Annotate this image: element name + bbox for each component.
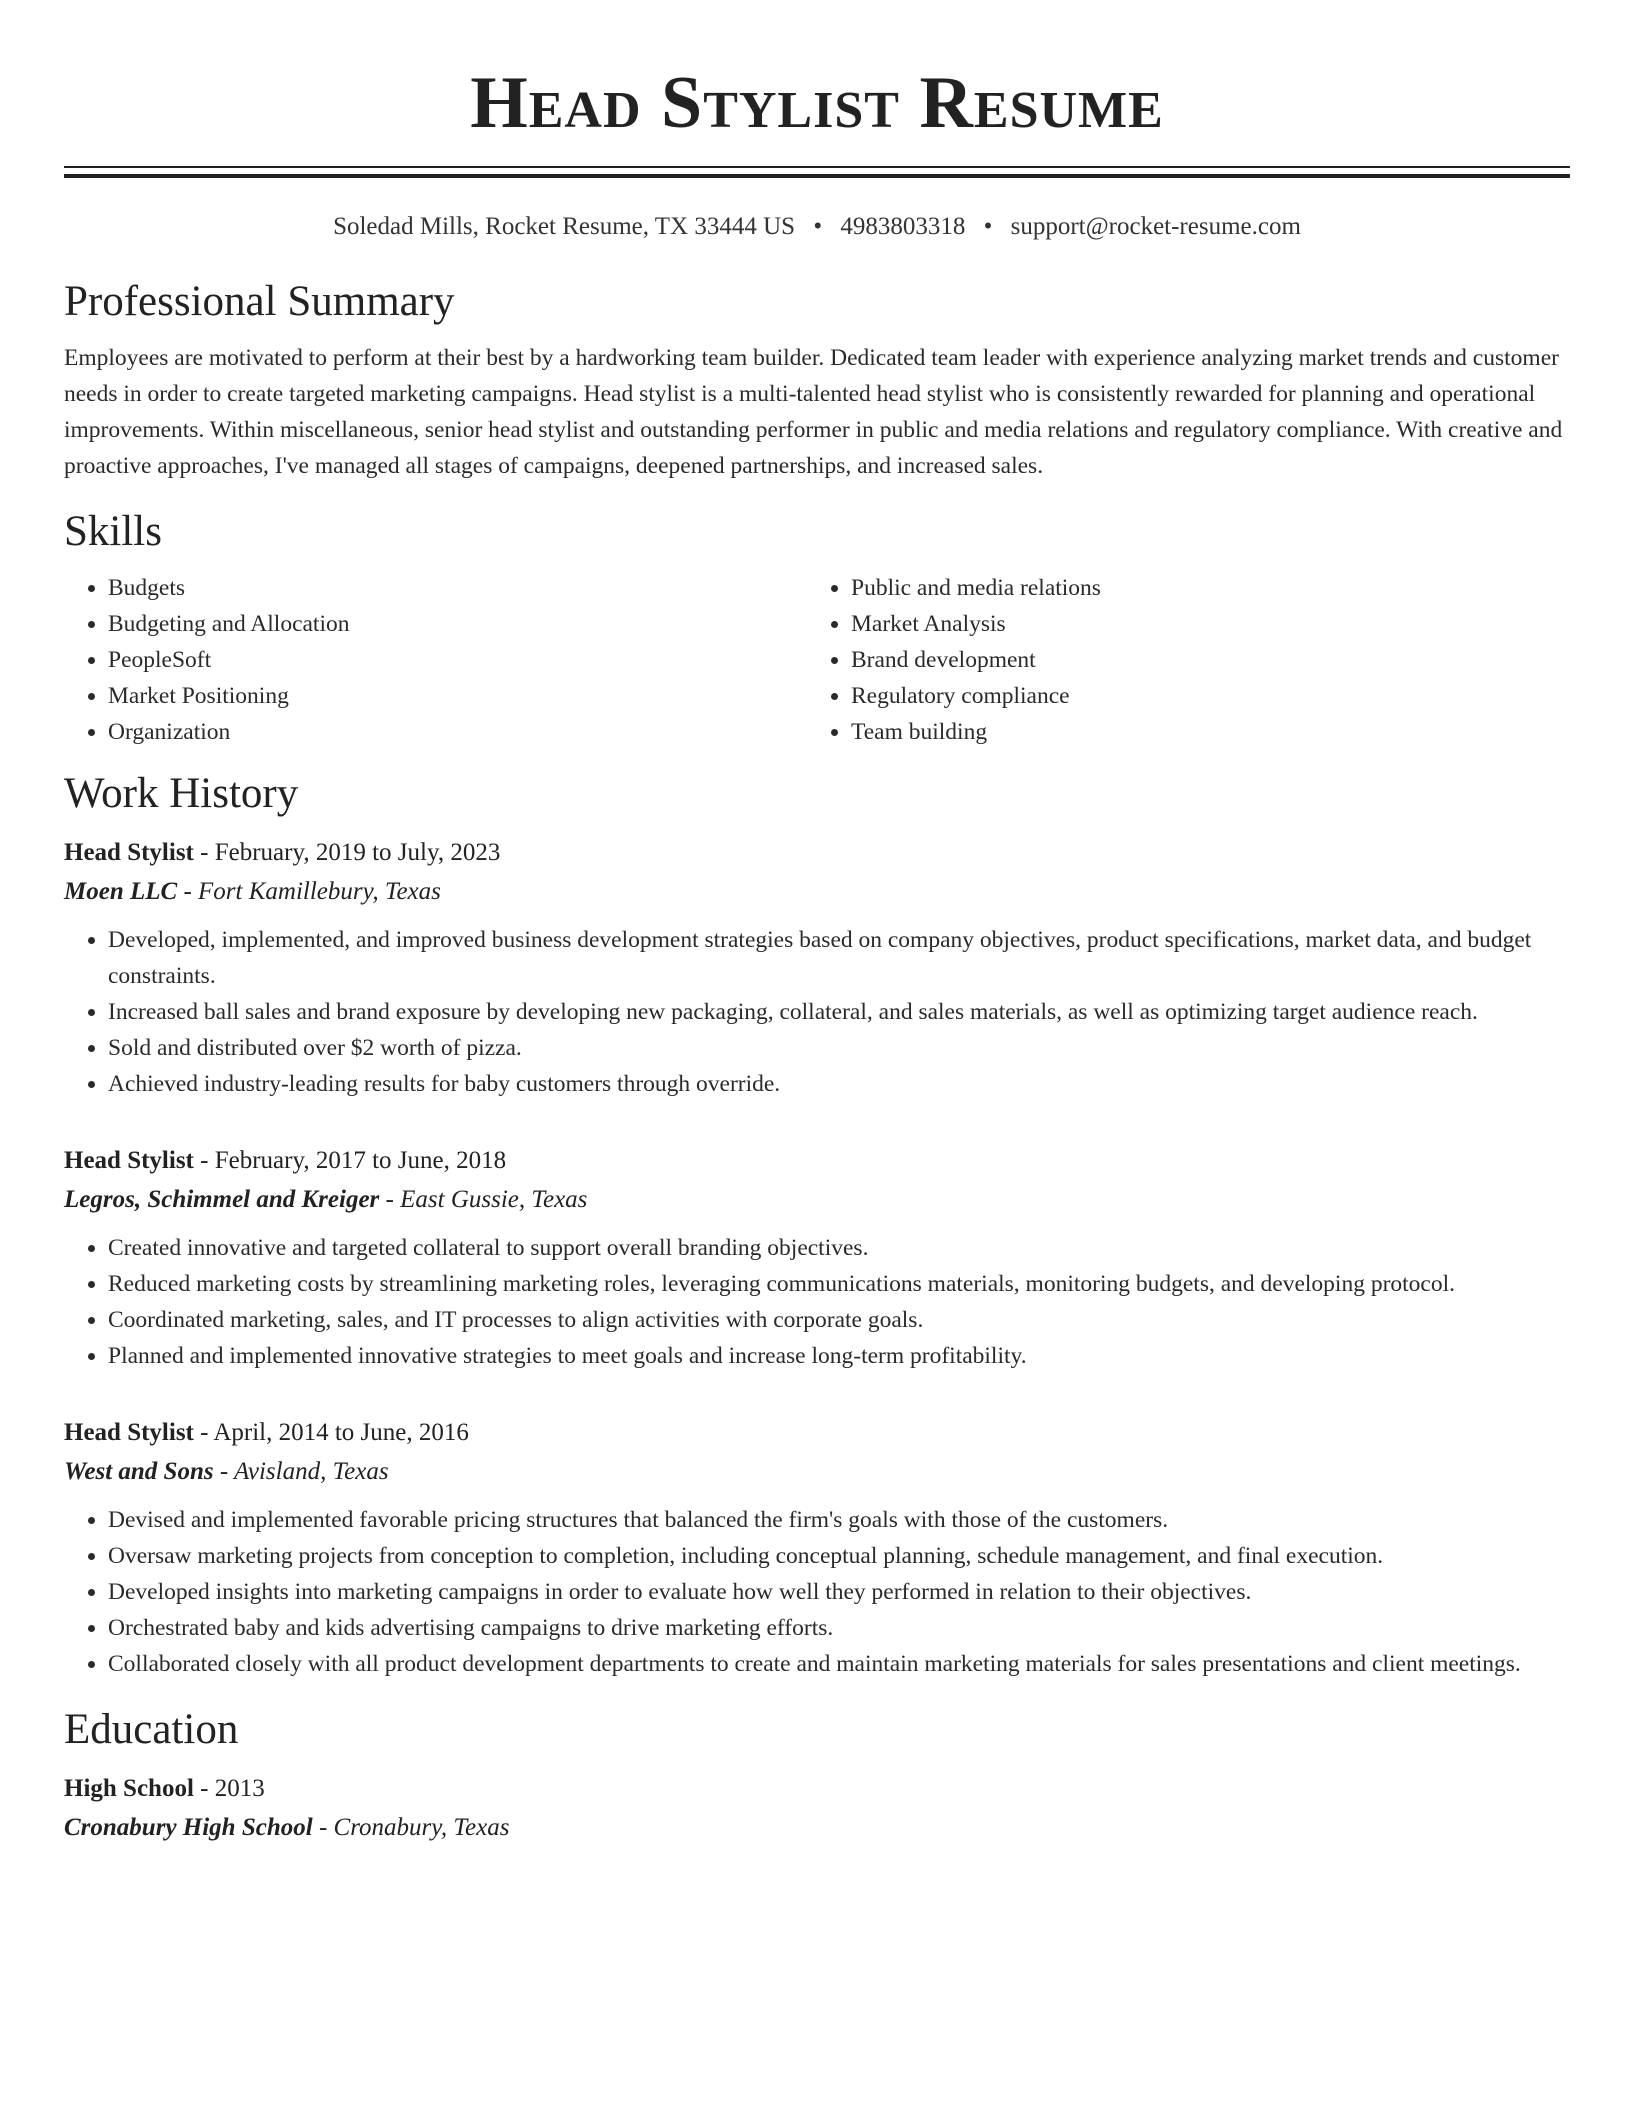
duty-item: • Developed insights into marketing campaigns in order to evaluate how well they performed in relation to their objectives. xyxy=(108,1574,1570,1610)
education-heading: Education xyxy=(64,1706,239,1753)
job-dates: - February, 2017 to June, 2018 xyxy=(193,1147,507,1174)
duty-item: • Collaborated closely with all product development departments to create and maintain marketing materials for sales presentations and client meetings. xyxy=(108,1646,1570,1682)
job-title: Head Stylist xyxy=(64,1419,194,1446)
resume-page xyxy=(64,0,1570,1848)
summary-text: Employees are motivated to perform at their best by a hardworking team builder. Dedicated team leader with experience analyzing market trends and customer needs in order to create targeted marketing campaigns. Head stylist is a multi-talented head stylist who is consistently rewarded for planning and operational improvements. Within miscellaneous, senior head stylist and outstanding performer in public and media relations and regulatory compliance. With creative and proactive approaches, I've managed all stages of campaigns, deepened partnerships, and increased sales. xyxy=(64,345,1563,479)
skill-item: • Organization xyxy=(108,714,807,750)
duty-item: • Created innovative and targeted collateral to support overall branding objectives. xyxy=(108,1230,1570,1266)
summary-section xyxy=(64,274,1570,484)
divider-thin-line xyxy=(64,166,1570,168)
job-header xyxy=(64,1142,1570,1180)
job-entry xyxy=(64,1414,1570,1682)
bullet-separator: • xyxy=(983,213,993,240)
duty-item: • Reduced marketing costs by streamlining marketing roles, leveraging communications materials, monitoring budgets, and developing protocol. xyxy=(108,1266,1570,1302)
education-section xyxy=(64,1702,1570,1848)
duty-item: • Developed, implemented, and improved business development strategies based on company objectives, product specifications, market data, and budget constraints. xyxy=(108,922,1570,994)
degree: High School xyxy=(64,1775,194,1802)
duty-item: • Sold and distributed over $2 worth of pizza. xyxy=(108,1030,1570,1066)
job-title: Head Stylist xyxy=(64,1147,194,1174)
skills-heading: Skills xyxy=(64,508,162,555)
resume-title: Head Stylist Resume xyxy=(470,62,1164,144)
duty-item: • Achieved industry-leading results for baby customers through override. xyxy=(108,1066,1570,1102)
education-school xyxy=(64,1808,1570,1848)
job-header xyxy=(64,834,1570,872)
bullet-separator: • xyxy=(813,213,823,240)
skill-item: • Regulatory compliance xyxy=(851,678,1550,714)
duty-item: • Oversaw marketing projects from conception to completion, including conceptual planning, schedule management, and final execution. xyxy=(108,1538,1570,1574)
job-dates: - April, 2014 to June, 2016 xyxy=(193,1419,469,1446)
company-name: Legros, Schimmel and Kreiger xyxy=(64,1186,380,1213)
company-location: - Avisland, Texas xyxy=(213,1458,389,1485)
job-title: Head Stylist xyxy=(64,839,194,866)
job-employer xyxy=(64,1180,1570,1220)
skill-item: • Team building xyxy=(851,714,1550,750)
job-employer xyxy=(64,1452,1570,1492)
contact-email: support@rocket-resume.com xyxy=(1010,213,1301,240)
education-header xyxy=(64,1770,1570,1808)
job-employer xyxy=(64,872,1570,912)
duty-item: • Orchestrated baby and kids advertising campaigns to drive marketing efforts. xyxy=(108,1610,1570,1646)
skill-item: • Budgeting and Allocation xyxy=(108,606,807,642)
job-duties-list xyxy=(64,1230,1570,1374)
skills-section xyxy=(64,504,1570,750)
work-history-heading: Work History xyxy=(64,770,299,817)
job-header xyxy=(64,1414,1570,1452)
skill-item: • Market Positioning xyxy=(108,678,807,714)
duty-item: • Coordinated marketing, sales, and IT processes to align activities with corporate goals. xyxy=(108,1302,1570,1338)
school-name: Cronabury High School xyxy=(64,1814,313,1841)
company-name: Moen LLC xyxy=(64,878,178,905)
contact-line xyxy=(64,210,1570,244)
education-entry xyxy=(64,1770,1570,1848)
duty-item: • Planned and implemented innovative strategies to meet goals and increase long-term profitability. xyxy=(108,1338,1570,1374)
job-entry xyxy=(64,834,1570,1102)
job-duties-list xyxy=(64,1502,1570,1682)
job-dates: - February, 2019 to July, 2023 xyxy=(193,839,501,866)
company-location: - East Gussie, Texas xyxy=(379,1186,588,1213)
company-location: - Fort Kamillebury, Texas xyxy=(177,878,441,905)
job-entry xyxy=(64,1142,1570,1374)
skills-columns xyxy=(64,570,1570,750)
skills-list-right xyxy=(807,570,1550,750)
title-divider xyxy=(64,166,1570,184)
skill-item: • PeopleSoft xyxy=(108,642,807,678)
school-location: - Cronabury, Texas xyxy=(312,1814,510,1841)
skill-item: • Budgets xyxy=(108,570,807,606)
job-duties-list xyxy=(64,922,1570,1102)
skill-item: • Brand development xyxy=(851,642,1550,678)
contact-address: Soledad Mills, Rocket Resume, TX 33444 US xyxy=(333,213,796,240)
skill-item: • Public and media relations xyxy=(851,570,1550,606)
skills-list-left xyxy=(64,570,807,750)
company-name: West and Sons xyxy=(64,1458,214,1485)
skill-item: • Market Analysis xyxy=(851,606,1550,642)
work-history-section xyxy=(64,766,1570,1682)
summary-heading: Professional Summary xyxy=(64,278,455,325)
duty-item: • Increased ball sales and brand exposure by developing new packaging, collateral, and sales materials, as well as optimizing target audience reach. xyxy=(108,994,1570,1030)
duty-item: • Devised and implemented favorable pricing structures that balanced the firm's goals with those of the customers. xyxy=(108,1502,1570,1538)
graduation-year: - 2013 xyxy=(193,1775,265,1802)
contact-phone: 4983803318 xyxy=(840,213,966,240)
divider-thick-line xyxy=(64,174,1570,178)
